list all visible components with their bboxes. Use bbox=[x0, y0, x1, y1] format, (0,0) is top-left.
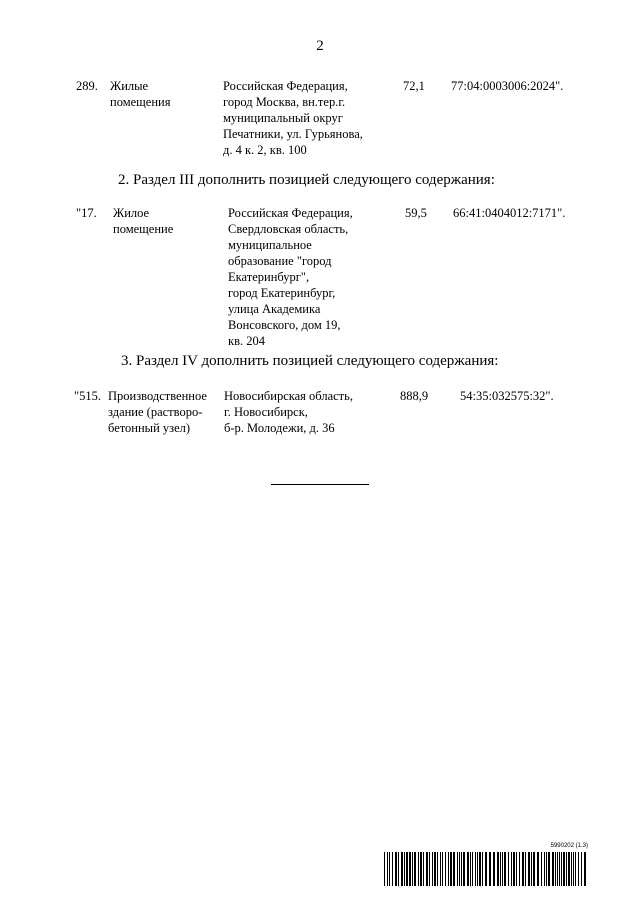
position-number: "17. bbox=[76, 206, 97, 220]
object-name: Производственное здание (растворо- бетонный узел) bbox=[108, 389, 207, 435]
object-name: Жилое помещение bbox=[113, 206, 174, 236]
barcode-icon bbox=[384, 852, 588, 886]
position-number: "515. bbox=[74, 389, 101, 403]
cadastral-number: 77:04:0003006:2024". bbox=[451, 79, 564, 93]
object-address: Российская Федерация, город Москва, вн.тер.г. муниципальный округ Печатники, ул. Гурьянова, д. 4 к. 2, кв. 100 bbox=[223, 79, 363, 157]
object-area: 59,5 bbox=[405, 206, 427, 220]
position-number: 289. bbox=[76, 79, 98, 93]
object-address: Российская Федерация, Свердловская область, муниципальное образование "город Екатеринбург", город Екатеринбург, улица Академика Вонсовского, дом 19, кв. 204 bbox=[228, 206, 353, 348]
section-heading: 2. Раздел III дополнить позицией следующего содержания: bbox=[118, 172, 495, 188]
page-number: 2 bbox=[316, 38, 324, 54]
object-address: Новосибирская область, г. Новосибирск, б-р. Молодежи, д. 36 bbox=[224, 389, 353, 435]
object-name: Жилые помещения bbox=[110, 79, 171, 109]
object-area: 72,1 bbox=[403, 79, 425, 93]
cadastral-number: 54:35:032575:32". bbox=[460, 389, 554, 403]
barcode-label: 5990202 (1.3) bbox=[550, 843, 588, 849]
divider-line bbox=[271, 484, 369, 485]
cadastral-number: 66:41:0404012:7171". bbox=[453, 206, 566, 220]
object-area: 888,9 bbox=[400, 389, 429, 403]
section-heading: 3. Раздел IV дополнить позицией следующего содержания: bbox=[121, 353, 499, 369]
